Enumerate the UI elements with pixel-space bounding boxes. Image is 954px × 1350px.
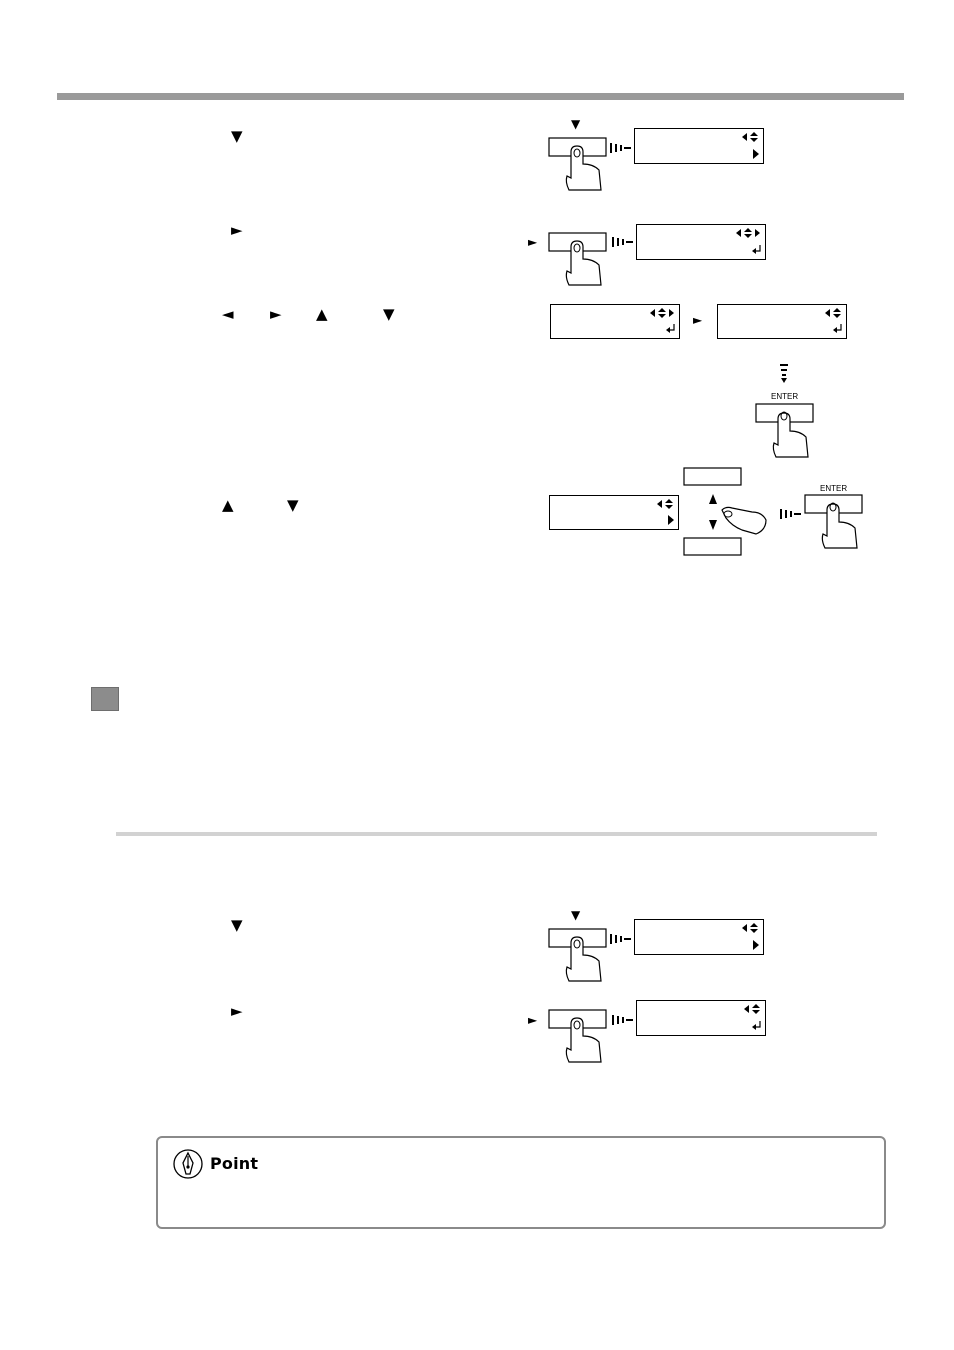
signal-arrow-icon: [780, 509, 802, 519]
lcd-display: [634, 919, 764, 955]
button-press-icon: [545, 925, 615, 987]
signal-arrow-icon: [610, 143, 632, 153]
down-arrow-icon: ▼: [231, 916, 243, 934]
section-marker: [91, 687, 119, 711]
signal-arrow-icon: [612, 1015, 634, 1025]
button-press-icon: [545, 134, 615, 196]
up-arrow-icon: ▲: [316, 305, 328, 323]
left-arrow-icon: ◄: [222, 305, 234, 323]
left-updown-icon: [742, 132, 760, 142]
right-icon: [752, 149, 760, 159]
right-arrow-icon: ►: [231, 221, 243, 239]
lcd-display: [636, 224, 766, 260]
subsection-rule: [116, 832, 877, 836]
press-indicator-icon: [778, 364, 790, 384]
enter-key-label: ENTER: [771, 392, 799, 401]
down-arrow-icon: ▼: [571, 908, 581, 922]
right-icon: [752, 940, 760, 950]
point-note-box: [156, 1136, 886, 1229]
lcd-display: [636, 1000, 766, 1036]
enter-key-label: ENTER: [820, 484, 848, 493]
enter-button-press-icon: [752, 401, 822, 461]
lcd-display: [634, 128, 764, 164]
right-icon: [667, 515, 675, 525]
left-updown-icon: [744, 1004, 762, 1014]
down-arrow-icon: ▼: [571, 117, 581, 131]
lcd-display: [549, 495, 679, 530]
left-updown-icon: [657, 499, 675, 509]
signal-arrow-icon: [610, 934, 632, 944]
button-press-icon: [545, 229, 615, 291]
right-arrow-icon: ►: [693, 313, 703, 327]
updown-buttons-press-icon: [682, 466, 770, 558]
left-updown-right-icon: [736, 228, 762, 238]
right-arrow-icon: ►: [231, 1002, 243, 1020]
lcd-display: [550, 304, 680, 339]
right-arrow-icon: ►: [528, 1013, 538, 1027]
enter-return-icon: [666, 324, 676, 334]
point-label: Point: [210, 1154, 259, 1173]
left-updown-right-icon: [650, 308, 676, 318]
header-rule: [57, 93, 904, 100]
right-arrow-icon: ►: [528, 235, 538, 249]
enter-button-press-icon: [801, 492, 871, 552]
enter-return-icon: [752, 1021, 762, 1031]
right-arrow-icon: ►: [270, 305, 282, 323]
down-arrow-icon: ▼: [287, 496, 299, 514]
enter-return-icon: [752, 245, 762, 255]
down-arrow-icon: ▼: [231, 127, 243, 145]
up-arrow-icon: ▲: [222, 496, 234, 514]
down-arrow-icon: ▼: [383, 305, 395, 323]
signal-arrow-icon: [612, 237, 634, 247]
lcd-display: [717, 304, 847, 339]
left-updown-icon: [825, 308, 843, 318]
point-pen-icon: [172, 1148, 204, 1180]
left-updown-icon: [742, 923, 760, 933]
enter-return-icon: [833, 324, 843, 334]
button-press-icon: [545, 1006, 615, 1068]
